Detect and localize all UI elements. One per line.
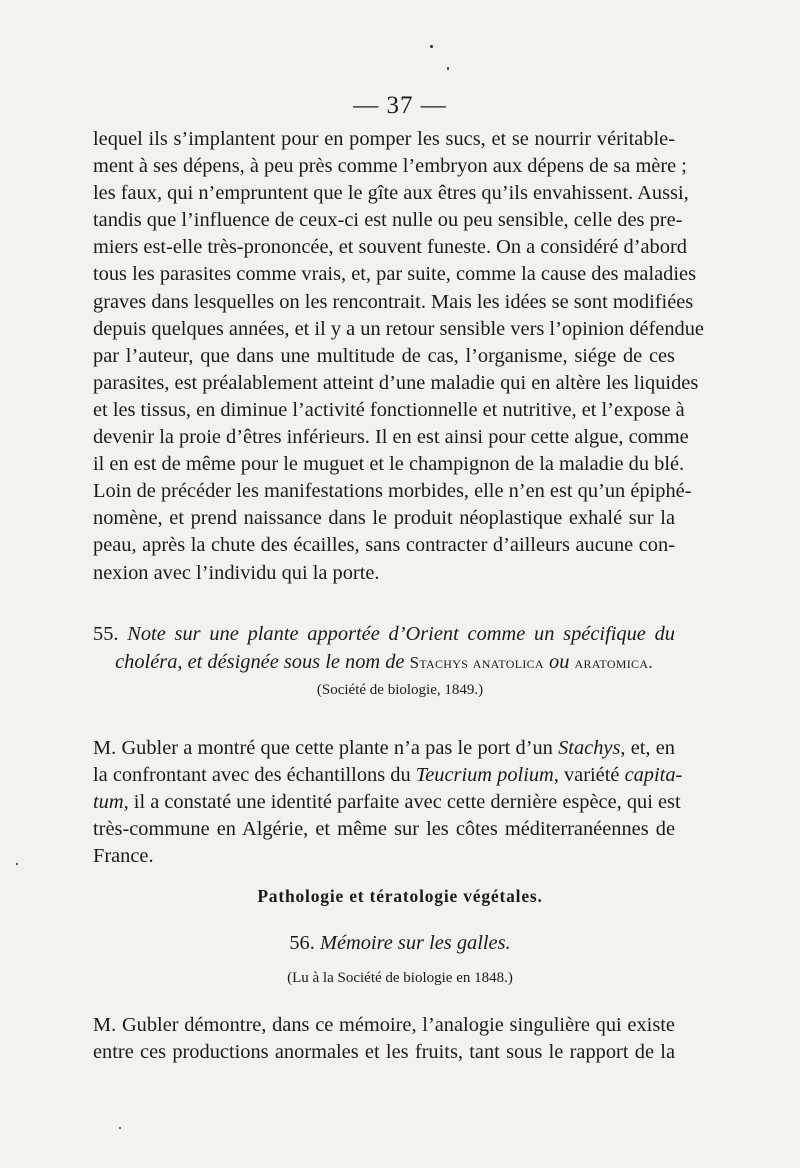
text-line: nexion avec l’individu qui la porte. — [93, 561, 380, 584]
text-line: devenir la proie d’êtres inférieurs. Il en est ainsi pour cette algue, comme — [93, 426, 689, 449]
text-line: lequel ils s’implantent pour en pomper les sucs, et se nourrir véritable- — [93, 128, 675, 150]
conjunction: ou — [549, 651, 570, 673]
italic-term: tum — [93, 791, 124, 814]
text-line: et les tissus, en diminue l’activité fonctionnelle et nutritive, et l’expose à — [93, 398, 685, 421]
page-number: — 37 — — [353, 92, 447, 119]
paragraph-stachys — [93, 735, 683, 870]
entry-56-source: (Lu à la Société de biologie en 1848.) — [287, 970, 513, 986]
text-line: il en est de même pour le muguet et le champignon de la maladie du blé. — [93, 453, 685, 476]
italic-term: Stachys — [558, 737, 621, 759]
section-title: Pathologie et tératologie végétales. — [257, 886, 543, 906]
entry-55-title-line2 — [93, 648, 675, 677]
italic-term: Teucrium polium — [415, 764, 554, 787]
entry-56-title: Mémoire sur les galles. — [319, 932, 511, 954]
text-line: nomène, et prend naissance dans le produit néoplastique exhalé sur la — [93, 507, 675, 530]
text-line: graves dans lesquelles on les rencontrait. Mais les idées se sont modifiées — [93, 290, 694, 313]
entry-56-heading — [0, 932, 800, 955]
text-line: depuis quelques années, et il y a un retour sensible vers l’opinion défendue — [93, 317, 704, 340]
title-end-period: . — [648, 653, 653, 672]
text-line — [93, 762, 683, 789]
text-line — [93, 789, 681, 816]
text-run: , il a constaté une identité parfaite avec cette dernière espèce, qui est — [123, 791, 681, 814]
text-line — [93, 735, 675, 762]
text-line: les faux, qui n’empruntent que le gîte aux êtres qu’ils envahissent. Aussi, — [93, 182, 689, 205]
text-line: tandis que l’influence de ceux-ci est nulle ou peu sensible, celle des pre- — [93, 209, 683, 232]
text-line: M. Gubler démontre, dans ce mémoire, l’analogie singulière qui existe — [93, 1014, 675, 1036]
text-line: Loin de précéder les manifestations morbides, elle n’en est qu’un épiphé- — [93, 480, 692, 503]
text-line: France. — [93, 845, 154, 868]
plant-name-1: Stachys anatolica — [409, 653, 544, 672]
paragraph-parasites — [93, 126, 704, 587]
text-run: , et, en — [620, 737, 675, 759]
text-line: miers est-elle très-prononcée, et souvent funeste. On a considéré d’abord — [93, 236, 687, 259]
text-line: tous les parasites comme vrais, et, par suite, comme la cause des maladies — [93, 263, 697, 286]
text-line: par l’auteur, que dans une multitude de cas, l’organisme, siége de ces — [93, 344, 675, 367]
paper-speck — [430, 45, 433, 48]
entry-55-title-line1 — [93, 620, 675, 648]
entry-55-title-text: Note sur une plante apportée d’Orient comme un spécifique du — [127, 623, 675, 645]
paper-speck — [16, 863, 18, 865]
entry-55-heading — [93, 620, 675, 677]
text-line: peau, après la chute des écailles, sans contracter d’ailleurs aucune con- — [93, 534, 675, 557]
entry-56-number: 56. — [289, 932, 315, 954]
entry-55-number: 55. — [93, 623, 119, 645]
text-run: , variété — [553, 764, 620, 787]
paper-speck — [119, 1127, 121, 1129]
text-line: parasites, est préalablement atteint d’une maladie qui en altère les liquides — [93, 371, 699, 394]
text-line: entre ces productions anormales et les fruits, tant sous le rapport de la — [93, 1041, 675, 1064]
paragraph-galles — [93, 1012, 675, 1066]
text-line: très-commune en Algérie, et même sur les côtes méditerranéennes de — [93, 818, 675, 841]
paper-speck — [447, 67, 449, 70]
entry-55-title-text2: choléra, et désignée sous le nom de — [115, 651, 405, 673]
text-run: M. Gubler a montré que cette plante n’a pas le port d’un — [93, 737, 553, 759]
entry-55-source: (Société de biologie, 1849.) — [316, 682, 484, 698]
plant-name-2: aratomica — [574, 653, 649, 672]
text-run: la confrontant avec des échantillons du — [93, 764, 411, 787]
italic-term: capita- — [624, 764, 683, 787]
text-line: ment à ses dépens, à peu près comme l’embryon aux dépens de sa mère ; — [93, 155, 687, 178]
